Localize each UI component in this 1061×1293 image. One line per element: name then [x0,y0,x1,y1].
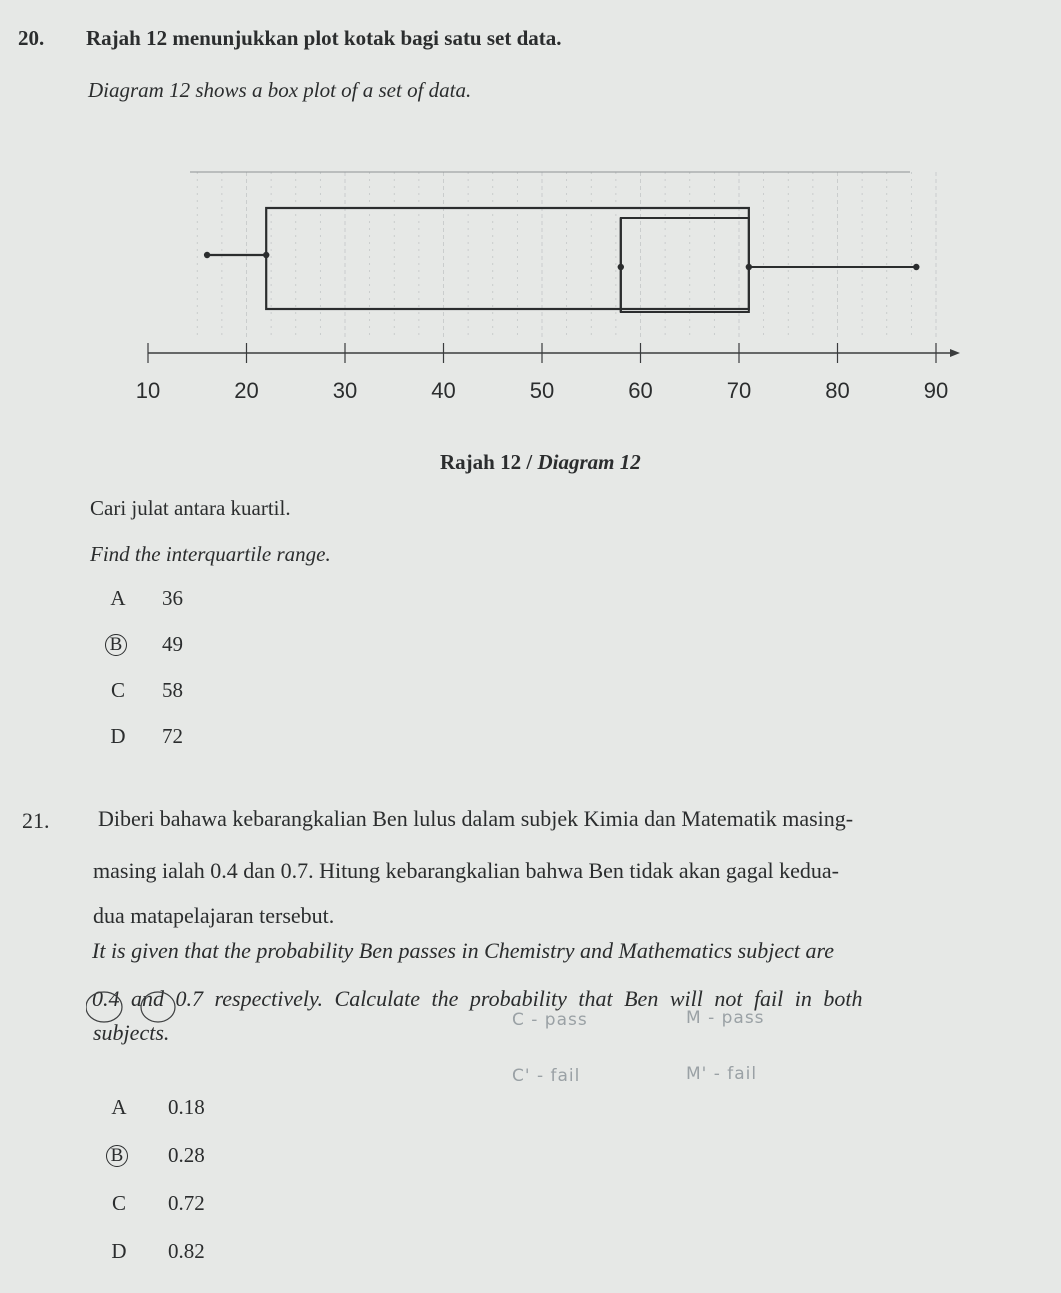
axis-tick-label: 80 [825,378,850,403]
handwritten-c-pass: C - pass [512,1010,588,1030]
q20-option-b-value: 49 [162,632,183,656]
caption-separator: / [521,450,538,474]
question-21-english-line-2: 0.4 and 0.7 respectively. Calculate the probability that Ben will not fail in both [92,986,863,1011]
circle-mark-0-4 [86,990,176,1030]
q21-option-d-letter: D [111,1239,127,1263]
question-21-malay-line-1: Diberi bahawa kebarangkalian Ben lulus dalam subjek Kimia dan Matematik masing- [98,806,854,831]
question-20-prompt-malay: Cari julat antara kuartil. [90,496,291,520]
q21-option-c-letter: C [111,1191,126,1215]
axis-arrow [950,349,960,357]
q21-option-d-value: 0.82 [168,1239,205,1263]
median-point [618,264,624,270]
q20-option-d-value: 72 [162,724,183,748]
q20-option-d-letter: D [110,724,126,748]
q1-point [263,252,269,258]
diagram-caption [440,450,641,475]
median-q3-box [621,218,749,312]
handwritten-m-pass: M - pass [686,1008,765,1028]
box-q1-q3 [266,208,749,309]
caption-english: Diagram 12 [537,450,641,474]
q21-option-a-value: 0.18 [168,1095,205,1119]
q21-option-b-value: 0.28 [168,1143,205,1167]
minimum-point [204,252,210,258]
caption-malay: Rajah 12 [440,450,522,474]
axis-tick-label: 50 [529,378,555,403]
question-21-english-line-1: It is given that the probability Ben passes in Chemistry and Mathematics subject are [92,938,834,963]
question-20-english: Diagram 12 shows a box plot of a set of data. [88,78,472,102]
axis-tick-label: 90 [923,378,949,403]
q21-option-a-letter: A [111,1095,127,1119]
grid-lines [197,172,936,340]
axis-tick-label: 30 [332,378,358,403]
q21-option-c-value: 0.72 [168,1191,205,1215]
question-number-21: 21. [22,808,50,833]
axis-tick-label: 70 [726,378,752,403]
question-21-english-line-3: subjects. [93,1020,170,1045]
maximum-point [913,264,919,270]
axis-tick-label: 60 [628,378,653,403]
q20-option-a-value: 36 [162,586,183,610]
question-21-malay-line-2: masing ialah 0.4 dan 0.7. Hitung kebarangkalian bahwa Ben tidak akan gagal kedua- [93,858,839,883]
box-plot-diagram [100,140,980,420]
axis-tick-label: 40 [431,378,456,403]
handwritten-m-fail: M' - fail [686,1064,758,1084]
handwritten-c-fail: C' - fail [512,1066,581,1086]
axis-tick-label: 10 [135,378,161,403]
axis-tick-label: 20 [234,378,259,403]
q20-option-b-letter: B [105,634,127,656]
q3-point [746,264,752,270]
q21-option-b-letter: B [106,1145,128,1167]
q20-option-a-letter: A [110,586,126,610]
q20-option-c-letter: C [110,678,125,702]
question-20-prompt-english: Find the interquartile range. [90,542,331,566]
question-20-malay: Rajah 12 menunjukkan plot kotak bagi satu set data. [86,26,562,50]
question-21-malay-line-3: dua matapelajaran tersebut. [93,903,335,928]
question-number-20: 20. [18,26,45,50]
q20-option-c-value: 58 [162,678,183,702]
